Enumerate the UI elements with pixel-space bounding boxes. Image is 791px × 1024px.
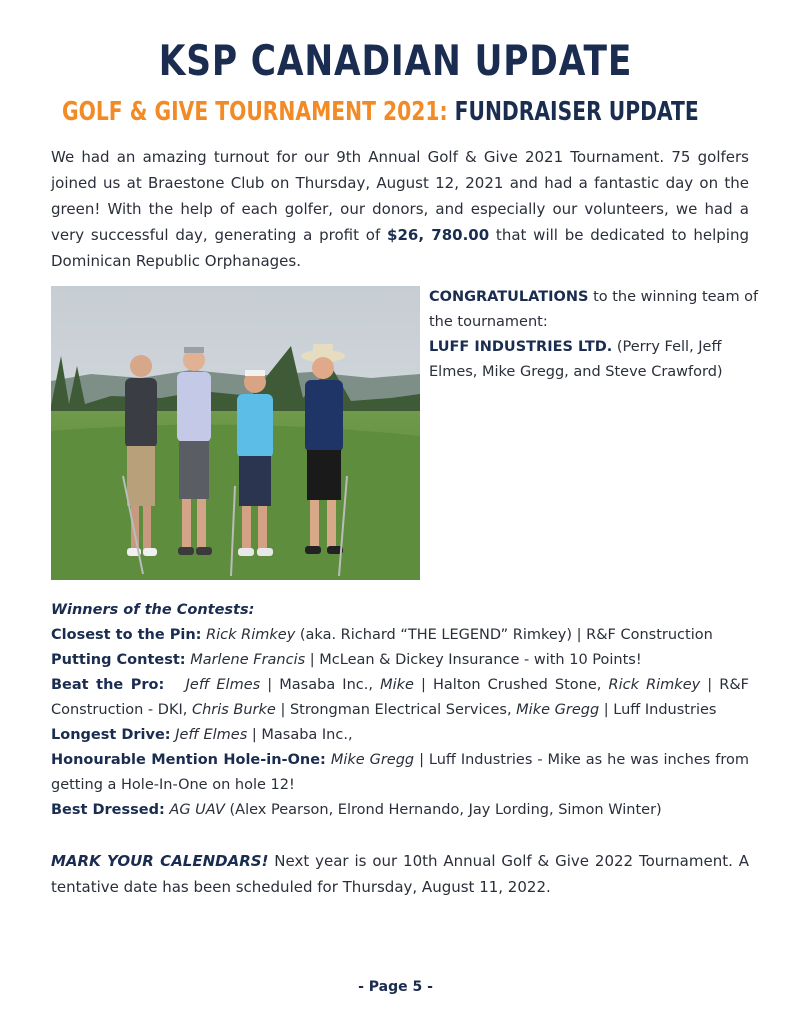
- calendar-notice: [51, 848, 749, 900]
- longest-label: Longest Drive:: [51, 727, 171, 743]
- page-number: - Page 5 -: [358, 979, 433, 995]
- congratulations-block: [429, 285, 759, 385]
- hio-label: Honourable Mention Hole-in-One:: [51, 752, 326, 768]
- section-subtitle: [62, 97, 699, 127]
- beat-detail-1: | Masaba Inc.,: [260, 677, 381, 693]
- beat-winner-3: Rick Rimkey: [608, 677, 701, 693]
- longest-drive-line: [51, 723, 749, 748]
- beat-the-pro-line: [51, 673, 749, 723]
- best-dressed-line: [51, 798, 749, 823]
- congrats-text: to the winning team of the tournament:: [429, 289, 759, 330]
- longest-detail: | Masaba Inc.,: [247, 727, 353, 743]
- beat-winner-2: Mike: [380, 677, 414, 693]
- golfers-photo-illustration: [51, 286, 420, 580]
- dressed-detail: (Alex Pearson, Elrond Hernando, Jay Lording, Simon Winter): [224, 802, 662, 818]
- intro-paragraph: [51, 144, 749, 274]
- hole-in-one-line: [51, 748, 749, 798]
- beat-detail-3: | R&F Construction - DKI,: [51, 677, 750, 718]
- contest-winners: [51, 598, 749, 823]
- subtitle-topic: FUNDRAISER UPDATE: [454, 97, 699, 127]
- closest-detail: (aka. Richard “THE LEGEND” Rimkey) | R&F Construction: [295, 627, 713, 643]
- intro-text: We had an amazing turnout for our 9th Annual Golf & Give 2021 Tournament. 75 golfers joined us at Braestone Club on Thursday, August 12, 2021 and had a fantastic day on the green! With the help of each golfer, our donors, and especially our volunteers, we had a very successful day, generating a profit of: [51, 148, 749, 244]
- closest-label: Closest to the Pin:: [51, 627, 202, 643]
- team-members: (Perry Fell, Jeff Elmes, Mike Gregg, and Steve Crawford): [429, 339, 723, 380]
- beat-winner-4: Chris Burke: [191, 702, 276, 718]
- beat-detail-4: | Strongman Electrical Services,: [275, 702, 517, 718]
- beat-detail-2: | Halton Crushed Stone,: [413, 677, 609, 693]
- closest-to-pin-line: [51, 623, 749, 648]
- putting-contest-line: [51, 648, 749, 673]
- calendar-text: Next year is our 10th Annual Golf & Give 2022 Tournament. A tentative date has been scheduled for Thursday, August 11, 2022.: [51, 852, 749, 896]
- putting-detail: | McLean & Dickey Insurance - with 10 Points!: [305, 652, 642, 668]
- beat-winner-1: Jeff Elmes: [185, 677, 261, 693]
- winning-team: LUFF INDUSTRIES LTD.: [429, 339, 613, 355]
- hio-detail: | Luff Industries - Mike as he was inches from getting a Hole-In-One on hole 12!: [51, 752, 749, 793]
- subtitle-event: GOLF & GIVE TOURNAMENT 2021:: [62, 97, 448, 127]
- profit-amount: $26, 780.00: [387, 226, 490, 244]
- beat-label: Beat the Pro:: [51, 677, 165, 693]
- dressed-label: Best Dressed:: [51, 802, 165, 818]
- beat-winner-5: Mike Gregg: [516, 702, 600, 718]
- longest-winner: Jeff Elmes: [175, 727, 248, 743]
- dressed-winner: AG UAV: [169, 802, 225, 818]
- hio-winner: Mike Gregg: [330, 752, 415, 768]
- contests-heading: Winners of the Contests:: [51, 602, 255, 618]
- congrats-label: CONGRATULATIONS: [429, 289, 589, 305]
- closest-winner: Rick Rimkey: [206, 627, 296, 643]
- team-photo: [51, 286, 420, 580]
- putting-winner: Marlene Francis: [190, 652, 306, 668]
- intro-text-end: that will be dedicated to helping Dominican Republic Orphanages.: [51, 226, 749, 270]
- beat-detail-5: | Luff Industries: [599, 702, 717, 718]
- putting-label: Putting Contest:: [51, 652, 186, 668]
- page-title: KSP CANADIAN UPDATE: [158, 36, 633, 85]
- calendar-label: MARK YOUR CALENDARS!: [51, 852, 269, 870]
